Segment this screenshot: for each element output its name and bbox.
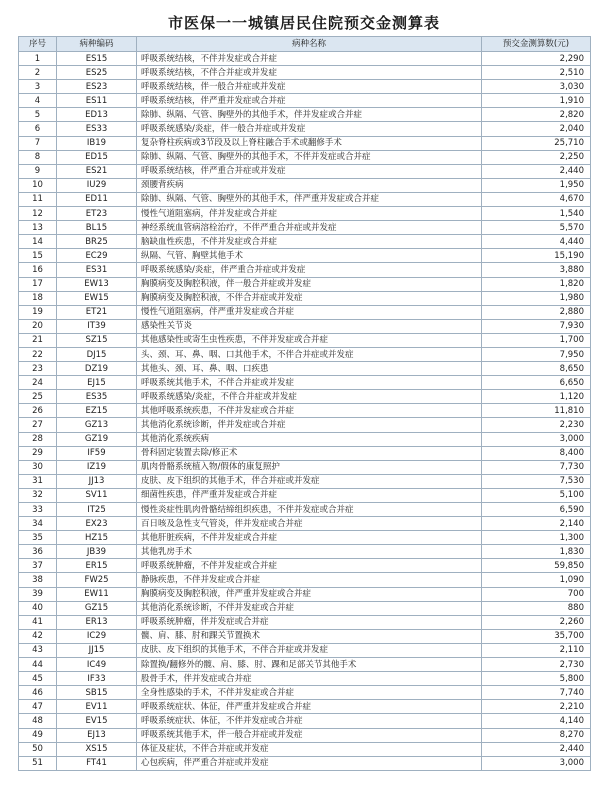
row-index: 5: [19, 108, 57, 122]
row-code: ES25: [57, 66, 137, 80]
row-deposit-amount: 6,590: [482, 503, 591, 517]
row-index: 10: [19, 178, 57, 192]
row-deposit-amount: 1,120: [482, 390, 591, 404]
header-code: 病种编码: [57, 37, 137, 52]
row-index: 34: [19, 517, 57, 531]
row-deposit-amount: 25,710: [482, 136, 591, 150]
table-row: [19, 686, 591, 700]
row-index: 47: [19, 700, 57, 714]
row-deposit-amount: 2,510: [482, 66, 591, 80]
row-disease-name: 髋、肩、膝、肘和踝关节置换术: [137, 629, 482, 643]
row-code: IT39: [57, 319, 137, 333]
row-index: 2: [19, 66, 57, 80]
row-code: EW15: [57, 291, 137, 305]
row-disease-name: 其他感染性或寄生虫性疾患，不伴并发症或合并症: [137, 333, 482, 347]
row-index: 6: [19, 122, 57, 136]
table-row: [19, 517, 591, 531]
row-deposit-amount: 2,110: [482, 643, 591, 657]
table-row: [19, 672, 591, 686]
table-row: [19, 404, 591, 418]
row-disease-name: 呼吸系统其他手术，不伴合并症或并发症: [137, 376, 482, 390]
table-row: [19, 164, 591, 178]
row-deposit-amount: 7,530: [482, 474, 591, 488]
row-disease-name: 复杂脊柱疾病或3节段及以上脊柱融合手术或翻修手术: [137, 136, 482, 150]
row-index: 36: [19, 545, 57, 559]
row-index: 7: [19, 136, 57, 150]
table-row: [19, 122, 591, 136]
row-deposit-amount: 8,400: [482, 446, 591, 460]
row-index: 49: [19, 728, 57, 742]
row-deposit-amount: 2,210: [482, 700, 591, 714]
row-index: 40: [19, 601, 57, 615]
row-disease-name: 头、颈、耳、鼻、咽、口其他手术，不伴合并症或并发症: [137, 347, 482, 361]
row-disease-name: 除置换/翻修外的髋、肩、膝、肘、踝和足部关节其他手术: [137, 658, 482, 672]
row-index: 14: [19, 235, 57, 249]
row-deposit-amount: 1,830: [482, 545, 591, 559]
row-deposit-amount: 4,140: [482, 714, 591, 728]
row-code: EW11: [57, 587, 137, 601]
row-disease-name: 呼吸系统肿瘤，不伴并发症或合并症: [137, 559, 482, 573]
table-row: [19, 742, 591, 756]
row-index: 4: [19, 94, 57, 108]
row-code: GZ15: [57, 601, 137, 615]
row-deposit-amount: 1,300: [482, 531, 591, 545]
row-index: 48: [19, 714, 57, 728]
row-code: HZ15: [57, 531, 137, 545]
table-row: [19, 615, 591, 629]
row-disease-name: 颈腰背疾病: [137, 178, 482, 192]
row-deposit-amount: 3,880: [482, 263, 591, 277]
row-index: 29: [19, 446, 57, 460]
row-code: ES35: [57, 390, 137, 404]
row-disease-name: 静脉疾患，不伴并发症或合并症: [137, 573, 482, 587]
row-disease-name: 呼吸系统感染/炎症，伴严重合并症或并发症: [137, 263, 482, 277]
row-index: 33: [19, 503, 57, 517]
row-deposit-amount: 3,000: [482, 756, 591, 770]
row-index: 21: [19, 333, 57, 347]
row-disease-name: 感染性关节炎: [137, 319, 482, 333]
row-index: 17: [19, 277, 57, 291]
row-index: 51: [19, 756, 57, 770]
row-disease-name: 其他乳房手术: [137, 545, 482, 559]
row-disease-name: 皮肤、皮下组织的其他手术，伴合并症或并发症: [137, 474, 482, 488]
row-disease-name: 除肺、纵隔、气管、胸壁外的其他手术，不伴并发症或合并症: [137, 150, 482, 164]
row-disease-name: 胸膜病变及胸腔积液，伴严重并发症或合并症: [137, 587, 482, 601]
row-code: EV11: [57, 700, 137, 714]
row-deposit-amount: 880: [482, 601, 591, 615]
row-index: 20: [19, 319, 57, 333]
table-row: [19, 108, 591, 122]
row-index: 8: [19, 150, 57, 164]
table-row: [19, 573, 591, 587]
table-row: [19, 418, 591, 432]
table-header-row: [19, 37, 591, 52]
row-deposit-amount: 7,740: [482, 686, 591, 700]
row-disease-name: 其他消化系统疾病: [137, 432, 482, 446]
table-row: [19, 488, 591, 502]
row-code: EC29: [57, 249, 137, 263]
page-title: 市医保一一城镇居民住院预交金测算表: [167, 14, 440, 32]
row-deposit-amount: 2,040: [482, 122, 591, 136]
row-disease-name: 呼吸系统结核，伴一般合并症或并发症: [137, 80, 482, 94]
row-deposit-amount: 2,250: [482, 150, 591, 164]
table-row: [19, 643, 591, 657]
row-code: ES21: [57, 164, 137, 178]
row-disease-name: 百日咳及急性支气管炎，伴并发症或合并症: [137, 517, 482, 531]
row-deposit-amount: 3,030: [482, 80, 591, 94]
row-code: GZ19: [57, 432, 137, 446]
row-deposit-amount: 4,670: [482, 192, 591, 206]
row-code: GZ13: [57, 418, 137, 432]
row-code: IZ19: [57, 460, 137, 474]
row-index: 31: [19, 474, 57, 488]
row-deposit-amount: 7,950: [482, 347, 591, 361]
row-index: 9: [19, 164, 57, 178]
row-deposit-amount: 4,440: [482, 235, 591, 249]
table-row: [19, 601, 591, 615]
row-disease-name: 呼吸系统结核，伴严重合并症或并发症: [137, 164, 482, 178]
row-code: BL15: [57, 221, 137, 235]
row-code: EJ15: [57, 376, 137, 390]
row-disease-name: 体征及症状，不伴合并症或并发症: [137, 742, 482, 756]
table-row: [19, 728, 591, 742]
row-index: 24: [19, 376, 57, 390]
row-index: 19: [19, 305, 57, 319]
row-code: SV11: [57, 488, 137, 502]
row-index: 37: [19, 559, 57, 573]
row-deposit-amount: 5,100: [482, 488, 591, 502]
table-row: [19, 587, 591, 601]
row-code: IU29: [57, 178, 137, 192]
table-row: [19, 362, 591, 376]
row-disease-name: 肌肉骨骼系统植入物/假体的康复照护: [137, 460, 482, 474]
row-disease-name: 细菌性疾患，伴严重并发症或合并症: [137, 488, 482, 502]
row-disease-name: 慢性气道阻塞病，伴并发症或合并症: [137, 207, 482, 221]
row-deposit-amount: 2,730: [482, 658, 591, 672]
row-disease-name: 其他头、颈、耳、鼻、咽、口疾患: [137, 362, 482, 376]
row-disease-name: 皮肤、皮下组织的其他手术，不伴合并症或并发症: [137, 643, 482, 657]
row-deposit-amount: 1,090: [482, 573, 591, 587]
table-row: [19, 263, 591, 277]
row-deposit-amount: 2,820: [482, 108, 591, 122]
row-deposit-amount: 59,850: [482, 559, 591, 573]
table-row: [19, 474, 591, 488]
table-row: [19, 531, 591, 545]
row-index: 1: [19, 52, 57, 66]
table-row: [19, 503, 591, 517]
row-code: FW25: [57, 573, 137, 587]
row-index: 22: [19, 347, 57, 361]
row-code: ES15: [57, 52, 137, 66]
table-row: [19, 714, 591, 728]
row-disease-name: 心包疾病，伴严重合并症或并发症: [137, 756, 482, 770]
table-row: [19, 150, 591, 164]
row-code: IC49: [57, 658, 137, 672]
table-row: [19, 192, 591, 206]
row-deposit-amount: 1,820: [482, 277, 591, 291]
row-deposit-amount: 1,910: [482, 94, 591, 108]
table-row: [19, 460, 591, 474]
row-deposit-amount: 6,650: [482, 376, 591, 390]
row-index: 26: [19, 404, 57, 418]
row-code: ES23: [57, 80, 137, 94]
row-index: 18: [19, 291, 57, 305]
row-disease-name: 其他消化系统诊断，伴并发症或合并症: [137, 418, 482, 432]
row-deposit-amount: 7,730: [482, 460, 591, 474]
table-row: [19, 66, 591, 80]
row-index: 30: [19, 460, 57, 474]
row-disease-name: 呼吸系统症状、体征，伴严重并发症或合并症: [137, 700, 482, 714]
table-row: [19, 376, 591, 390]
row-disease-name: 其他肝脏疾病，不伴并发症或合并症: [137, 531, 482, 545]
estimate-table: [18, 36, 591, 771]
row-index: 50: [19, 742, 57, 756]
row-index: 25: [19, 390, 57, 404]
row-deposit-amount: 5,800: [482, 672, 591, 686]
row-code: IF59: [57, 446, 137, 460]
table-row: [19, 333, 591, 347]
table-row: [19, 291, 591, 305]
table-row: [19, 629, 591, 643]
row-code: IB19: [57, 136, 137, 150]
table-body: [19, 52, 591, 771]
row-index: 16: [19, 263, 57, 277]
table-row: [19, 305, 591, 319]
row-deposit-amount: 1,980: [482, 291, 591, 305]
row-code: ES11: [57, 94, 137, 108]
table-row: [19, 756, 591, 770]
table-row: [19, 277, 591, 291]
row-disease-name: 脑缺血性疾患，不伴并发症或合并症: [137, 235, 482, 249]
row-disease-name: 呼吸系统症状、体征，不伴并发症或合并症: [137, 714, 482, 728]
row-deposit-amount: 2,260: [482, 615, 591, 629]
row-disease-name: 全身性感染的手术，不伴并发症或合并症: [137, 686, 482, 700]
row-disease-name: 慢性炎症性肌肉骨骼结缔组织疾患，不伴并发症或合并症: [137, 503, 482, 517]
row-code: BR25: [57, 235, 137, 249]
row-code: IF33: [57, 672, 137, 686]
row-code: DZ19: [57, 362, 137, 376]
row-code: ED11: [57, 192, 137, 206]
row-deposit-amount: 700: [482, 587, 591, 601]
table-row: [19, 347, 591, 361]
row-disease-name: 神经系统血管病溶栓治疗，不伴严重合并症或并发症: [137, 221, 482, 235]
row-code: EV15: [57, 714, 137, 728]
row-code: SB15: [57, 686, 137, 700]
row-disease-name: 呼吸系统结核，不伴并发症或合并症: [137, 52, 482, 66]
row-code: EW13: [57, 277, 137, 291]
row-deposit-amount: 5,570: [482, 221, 591, 235]
row-disease-name: 股骨手术，伴并发症或合并症: [137, 672, 482, 686]
row-code: ES33: [57, 122, 137, 136]
row-disease-name: 呼吸系统感染/炎症，伴一般合并症或并发症: [137, 122, 482, 136]
row-deposit-amount: 2,140: [482, 517, 591, 531]
row-index: 45: [19, 672, 57, 686]
row-code: ED13: [57, 108, 137, 122]
row-index: 23: [19, 362, 57, 376]
row-code: EX23: [57, 517, 137, 531]
row-index: 42: [19, 629, 57, 643]
row-deposit-amount: 1,540: [482, 207, 591, 221]
row-code: JB39: [57, 545, 137, 559]
row-index: 43: [19, 643, 57, 657]
row-code: ET21: [57, 305, 137, 319]
row-index: 41: [19, 615, 57, 629]
row-code: EZ15: [57, 404, 137, 418]
row-code: ES31: [57, 263, 137, 277]
row-code: SZ15: [57, 333, 137, 347]
table-row: [19, 559, 591, 573]
header-index: 序号: [19, 37, 57, 52]
table-row: [19, 221, 591, 235]
table-row: [19, 390, 591, 404]
row-disease-name: 骨科固定装置去除/修正术: [137, 446, 482, 460]
row-disease-name: 慢性气道阻塞病，伴严重并发症或合并症: [137, 305, 482, 319]
row-deposit-amount: 2,290: [482, 52, 591, 66]
row-deposit-amount: 1,700: [482, 333, 591, 347]
table-row: [19, 52, 591, 66]
row-index: 46: [19, 686, 57, 700]
row-deposit-amount: 8,650: [482, 362, 591, 376]
row-disease-name: 纵隔、气管、胸壁其他手术: [137, 249, 482, 263]
row-disease-name: 除肺、纵隔、气管、胸壁外的其他手术，伴并发症或合并症: [137, 108, 482, 122]
row-disease-name: 呼吸系统结核，不伴合并症或并发症: [137, 66, 482, 80]
row-index: 39: [19, 587, 57, 601]
row-deposit-amount: 11,810: [482, 404, 591, 418]
row-index: 13: [19, 221, 57, 235]
table-row: [19, 446, 591, 460]
row-disease-name: 呼吸系统结核，伴严重并发症或合并症: [137, 94, 482, 108]
row-index: 3: [19, 80, 57, 94]
row-index: 12: [19, 207, 57, 221]
row-code: EJ13: [57, 728, 137, 742]
table-row: [19, 178, 591, 192]
row-disease-name: 呼吸系统肿瘤，伴并发症或合并症: [137, 615, 482, 629]
table-row: [19, 207, 591, 221]
row-index: 28: [19, 432, 57, 446]
row-deposit-amount: 15,190: [482, 249, 591, 263]
row-code: ER15: [57, 559, 137, 573]
table-row: [19, 658, 591, 672]
header-deposit-amount: 预交金测算数(元): [482, 37, 591, 52]
table-row: [19, 545, 591, 559]
table-row: [19, 235, 591, 249]
header-disease-name: 病种名称: [137, 37, 482, 52]
row-disease-name: 呼吸系统其他手术，伴一般合并症或并发症: [137, 728, 482, 742]
table-row: [19, 249, 591, 263]
table-row: [19, 700, 591, 714]
row-code: IT25: [57, 503, 137, 517]
row-disease-name: 其他消化系统诊断，不伴并发症或合并症: [137, 601, 482, 615]
row-disease-name: 除肺、纵隔、气管、胸壁外的其他手术，伴严重并发症或合并症: [137, 192, 482, 206]
row-deposit-amount: 1,950: [482, 178, 591, 192]
row-code: ER13: [57, 615, 137, 629]
row-index: 27: [19, 418, 57, 432]
row-code: ET23: [57, 207, 137, 221]
row-disease-name: 胸膜病变及胸腔积液，伴一般合并症或并发症: [137, 277, 482, 291]
row-code: DJ15: [57, 347, 137, 361]
row-code: JJ15: [57, 643, 137, 657]
row-index: 11: [19, 192, 57, 206]
row-disease-name: 呼吸系统感染/炎症，不伴合并症或并发症: [137, 390, 482, 404]
row-deposit-amount: 2,230: [482, 418, 591, 432]
row-index: 35: [19, 531, 57, 545]
row-index: 38: [19, 573, 57, 587]
row-deposit-amount: 2,440: [482, 742, 591, 756]
table-row: [19, 136, 591, 150]
table-row: [19, 319, 591, 333]
row-deposit-amount: 2,880: [482, 305, 591, 319]
row-deposit-amount: 35,700: [482, 629, 591, 643]
table-row: [19, 432, 591, 446]
row-disease-name: 胸膜病变及胸腔积液，不伴合并症或并发症: [137, 291, 482, 305]
row-code: JJ13: [57, 474, 137, 488]
row-index: 44: [19, 658, 57, 672]
row-code: ED15: [57, 150, 137, 164]
row-deposit-amount: 8,270: [482, 728, 591, 742]
row-deposit-amount: 2,440: [482, 164, 591, 178]
row-deposit-amount: 3,000: [482, 432, 591, 446]
table-row: [19, 80, 591, 94]
sheet: [18, 10, 590, 771]
row-code: IC29: [57, 629, 137, 643]
table-row: [19, 94, 591, 108]
row-index: 15: [19, 249, 57, 263]
row-code: XS15: [57, 742, 137, 756]
row-deposit-amount: 7,930: [482, 319, 591, 333]
row-disease-name: 其他呼吸系统疾患，不伴并发症或合并症: [137, 404, 482, 418]
row-code: FT41: [57, 756, 137, 770]
row-index: 32: [19, 488, 57, 502]
